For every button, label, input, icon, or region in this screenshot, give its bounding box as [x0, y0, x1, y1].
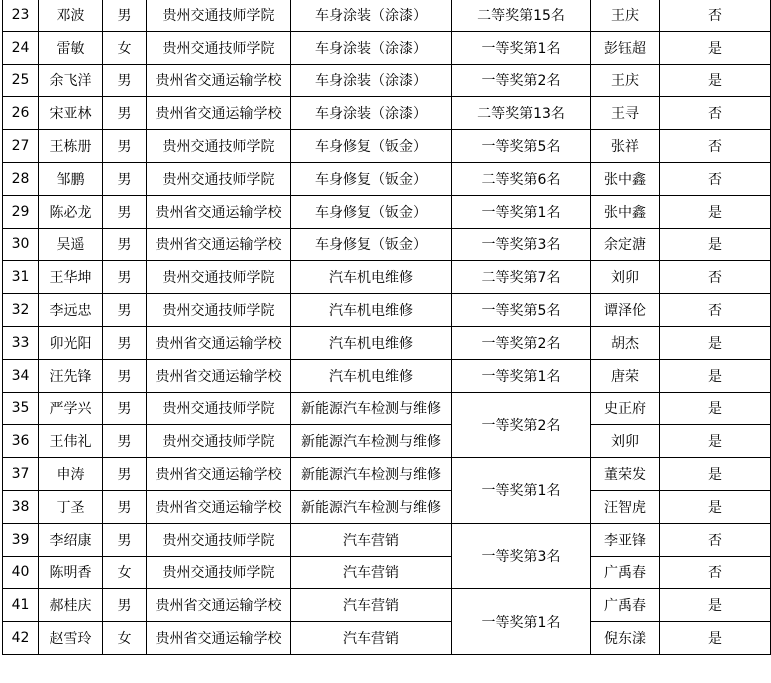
coach-cell: 刘卯	[591, 261, 660, 294]
flag-cell: 是	[660, 195, 771, 228]
table-row	[3, 392, 771, 425]
gender-cell: 男	[103, 97, 147, 130]
award-cell: 一等奖第2名	[452, 326, 591, 359]
coach-cell: 张祥	[591, 130, 660, 163]
flag-cell: 是	[660, 64, 771, 97]
coach-cell: 余定溏	[591, 228, 660, 261]
school-cell: 贵州交通技师学院	[147, 162, 291, 195]
gender-cell: 男	[103, 294, 147, 327]
row-number-cell: 35	[3, 392, 39, 425]
table-row	[3, 589, 771, 622]
gender-cell: 女	[103, 556, 147, 589]
row-number-cell: 37	[3, 458, 39, 491]
coach-cell: 史正府	[591, 392, 660, 425]
school-cell: 贵州交通技师学院	[147, 31, 291, 64]
row-number-cell: 31	[3, 261, 39, 294]
name-cell: 陈必龙	[39, 195, 103, 228]
gender-cell: 男	[103, 523, 147, 556]
school-cell: 贵州交通技师学院	[147, 261, 291, 294]
school-cell: 贵州交通技师学院	[147, 294, 291, 327]
school-cell: 贵州交通技师学院	[147, 523, 291, 556]
event-cell: 新能源汽车检测与维修	[291, 458, 452, 491]
coach-cell: 唐荣	[591, 359, 660, 392]
award-cell: 一等奖第5名	[452, 130, 591, 163]
flag-cell: 否	[660, 556, 771, 589]
coach-cell: 李亚锋	[591, 523, 660, 556]
name-cell: 宋亚林	[39, 97, 103, 130]
name-cell: 吴遥	[39, 228, 103, 261]
gender-cell: 女	[103, 622, 147, 655]
coach-cell: 董荣发	[591, 458, 660, 491]
event-cell: 车身修复（钣金）	[291, 195, 452, 228]
table-row	[3, 64, 771, 97]
gender-cell: 男	[103, 589, 147, 622]
gender-cell: 男	[103, 64, 147, 97]
school-cell: 贵州省交通运输学校	[147, 97, 291, 130]
row-number-cell: 25	[3, 64, 39, 97]
gender-cell: 男	[103, 458, 147, 491]
table-row	[3, 31, 771, 64]
table-row	[3, 326, 771, 359]
name-cell: 雷敏	[39, 31, 103, 64]
event-cell: 车身涂装（涂漆）	[291, 64, 452, 97]
name-cell: 陈明香	[39, 556, 103, 589]
name-cell: 邓波	[39, 0, 103, 31]
flag-cell: 是	[660, 425, 771, 458]
school-cell: 贵州交通技师学院	[147, 0, 291, 31]
table-row	[3, 195, 771, 228]
name-cell: 卯光阳	[39, 326, 103, 359]
name-cell: 王华坤	[39, 261, 103, 294]
event-cell: 汽车营销	[291, 589, 452, 622]
table-row	[3, 294, 771, 327]
name-cell: 余飞洋	[39, 64, 103, 97]
event-cell: 车身涂装（涂漆）	[291, 31, 452, 64]
coach-cell: 张中鑫	[591, 195, 660, 228]
event-cell: 新能源汽车检测与维修	[291, 490, 452, 523]
coach-cell: 张中鑫	[591, 162, 660, 195]
row-number-cell: 39	[3, 523, 39, 556]
gender-cell: 男	[103, 326, 147, 359]
award-cell: 一等奖第1名	[452, 458, 591, 524]
table-row	[3, 523, 771, 556]
school-cell: 贵州省交通运输学校	[147, 326, 291, 359]
row-number-cell: 30	[3, 228, 39, 261]
row-number-cell: 24	[3, 31, 39, 64]
coach-cell: 刘卯	[591, 425, 660, 458]
event-cell: 新能源汽车检测与维修	[291, 425, 452, 458]
table-row	[3, 261, 771, 294]
award-cell: 一等奖第5名	[452, 294, 591, 327]
flag-cell: 是	[660, 458, 771, 491]
flag-cell: 是	[660, 622, 771, 655]
table-row	[3, 490, 771, 523]
school-cell: 贵州省交通运输学校	[147, 622, 291, 655]
gender-cell: 男	[103, 162, 147, 195]
award-cell: 一等奖第1名	[452, 589, 591, 655]
event-cell: 汽车机电维修	[291, 326, 452, 359]
coach-cell: 谭泽伦	[591, 294, 660, 327]
award-cell: 二等奖第15名	[452, 0, 591, 31]
name-cell: 汪先锋	[39, 359, 103, 392]
school-cell: 贵州省交通运输学校	[147, 589, 291, 622]
event-cell: 新能源汽车检测与维修	[291, 392, 452, 425]
coach-cell: 广禹春	[591, 589, 660, 622]
table-row	[3, 162, 771, 195]
event-cell: 汽车机电维修	[291, 261, 452, 294]
school-cell: 贵州交通技师学院	[147, 425, 291, 458]
coach-cell: 汪智虎	[591, 490, 660, 523]
flag-cell: 是	[660, 392, 771, 425]
table-row	[3, 97, 771, 130]
award-cell: 一等奖第2名	[452, 392, 591, 458]
table-row	[3, 130, 771, 163]
gender-cell: 男	[103, 0, 147, 31]
gender-cell: 男	[103, 359, 147, 392]
name-cell: 邹鹏	[39, 162, 103, 195]
flag-cell: 是	[660, 490, 771, 523]
coach-cell: 王庆	[591, 64, 660, 97]
row-number-cell: 32	[3, 294, 39, 327]
coach-cell: 王庆	[591, 0, 660, 31]
flag-cell: 是	[660, 359, 771, 392]
row-number-cell: 27	[3, 130, 39, 163]
award-cell: 二等奖第7名	[452, 261, 591, 294]
gender-cell: 男	[103, 425, 147, 458]
name-cell: 王伟礼	[39, 425, 103, 458]
name-cell: 王栋册	[39, 130, 103, 163]
award-cell: 一等奖第1名	[452, 31, 591, 64]
row-number-cell: 29	[3, 195, 39, 228]
table-body	[3, 0, 771, 654]
row-number-cell: 34	[3, 359, 39, 392]
award-cell: 一等奖第3名	[452, 228, 591, 261]
school-cell: 贵州省交通运输学校	[147, 490, 291, 523]
row-number-cell: 33	[3, 326, 39, 359]
flag-cell: 否	[660, 0, 771, 31]
school-cell: 贵州交通技师学院	[147, 130, 291, 163]
row-number-cell: 36	[3, 425, 39, 458]
award-cell: 一等奖第3名	[452, 523, 591, 589]
name-cell: 严学兴	[39, 392, 103, 425]
event-cell: 车身涂装（涂漆）	[291, 97, 452, 130]
row-number-cell: 40	[3, 556, 39, 589]
row-number-cell: 26	[3, 97, 39, 130]
award-cell: 一等奖第2名	[452, 64, 591, 97]
school-cell: 贵州交通技师学院	[147, 556, 291, 589]
table-row	[3, 556, 771, 589]
coach-cell: 广禹春	[591, 556, 660, 589]
coach-cell: 倪东漾	[591, 622, 660, 655]
award-cell: 一等奖第1名	[452, 359, 591, 392]
event-cell: 车身修复（钣金）	[291, 228, 452, 261]
coach-cell: 胡杰	[591, 326, 660, 359]
flag-cell: 是	[660, 31, 771, 64]
school-cell: 贵州省交通运输学校	[147, 458, 291, 491]
award-cell: 一等奖第1名	[452, 195, 591, 228]
gender-cell: 男	[103, 228, 147, 261]
gender-cell: 男	[103, 392, 147, 425]
row-number-cell: 38	[3, 490, 39, 523]
coach-cell: 彭钰超	[591, 31, 660, 64]
flag-cell: 是	[660, 228, 771, 261]
row-number-cell: 28	[3, 162, 39, 195]
flag-cell: 否	[660, 261, 771, 294]
table-row	[3, 359, 771, 392]
table-row	[3, 228, 771, 261]
event-cell: 汽车机电维修	[291, 294, 452, 327]
gender-cell: 男	[103, 261, 147, 294]
name-cell: 郝桂庆	[39, 589, 103, 622]
award-cell: 二等奖第6名	[452, 162, 591, 195]
name-cell: 申涛	[39, 458, 103, 491]
name-cell: 李绍康	[39, 523, 103, 556]
school-cell: 贵州省交通运输学校	[147, 64, 291, 97]
table-row	[3, 622, 771, 655]
gender-cell: 男	[103, 490, 147, 523]
row-number-cell: 42	[3, 622, 39, 655]
row-number-cell: 41	[3, 589, 39, 622]
event-cell: 汽车营销	[291, 523, 452, 556]
name-cell: 赵雪玲	[39, 622, 103, 655]
table-row	[3, 458, 771, 491]
gender-cell: 女	[103, 31, 147, 64]
event-cell: 汽车机电维修	[291, 359, 452, 392]
row-number-cell: 23	[3, 0, 39, 31]
gender-cell: 男	[103, 130, 147, 163]
results-table	[2, 0, 771, 655]
event-cell: 汽车营销	[291, 556, 452, 589]
name-cell: 李远忠	[39, 294, 103, 327]
flag-cell: 否	[660, 130, 771, 163]
flag-cell: 是	[660, 589, 771, 622]
event-cell: 汽车营销	[291, 622, 452, 655]
name-cell: 丁圣	[39, 490, 103, 523]
flag-cell: 否	[660, 294, 771, 327]
event-cell: 车身涂装（涂漆）	[291, 0, 452, 31]
gender-cell: 男	[103, 195, 147, 228]
flag-cell: 是	[660, 326, 771, 359]
award-cell: 二等奖第13名	[452, 97, 591, 130]
table-row	[3, 0, 771, 31]
flag-cell: 否	[660, 97, 771, 130]
flag-cell: 否	[660, 162, 771, 195]
event-cell: 车身修复（钣金）	[291, 130, 452, 163]
school-cell: 贵州省交通运输学校	[147, 228, 291, 261]
school-cell: 贵州省交通运输学校	[147, 359, 291, 392]
table-row	[3, 425, 771, 458]
event-cell: 车身修复（钣金）	[291, 162, 452, 195]
school-cell: 贵州省交通运输学校	[147, 195, 291, 228]
school-cell: 贵州交通技师学院	[147, 392, 291, 425]
coach-cell: 王寻	[591, 97, 660, 130]
flag-cell: 否	[660, 523, 771, 556]
